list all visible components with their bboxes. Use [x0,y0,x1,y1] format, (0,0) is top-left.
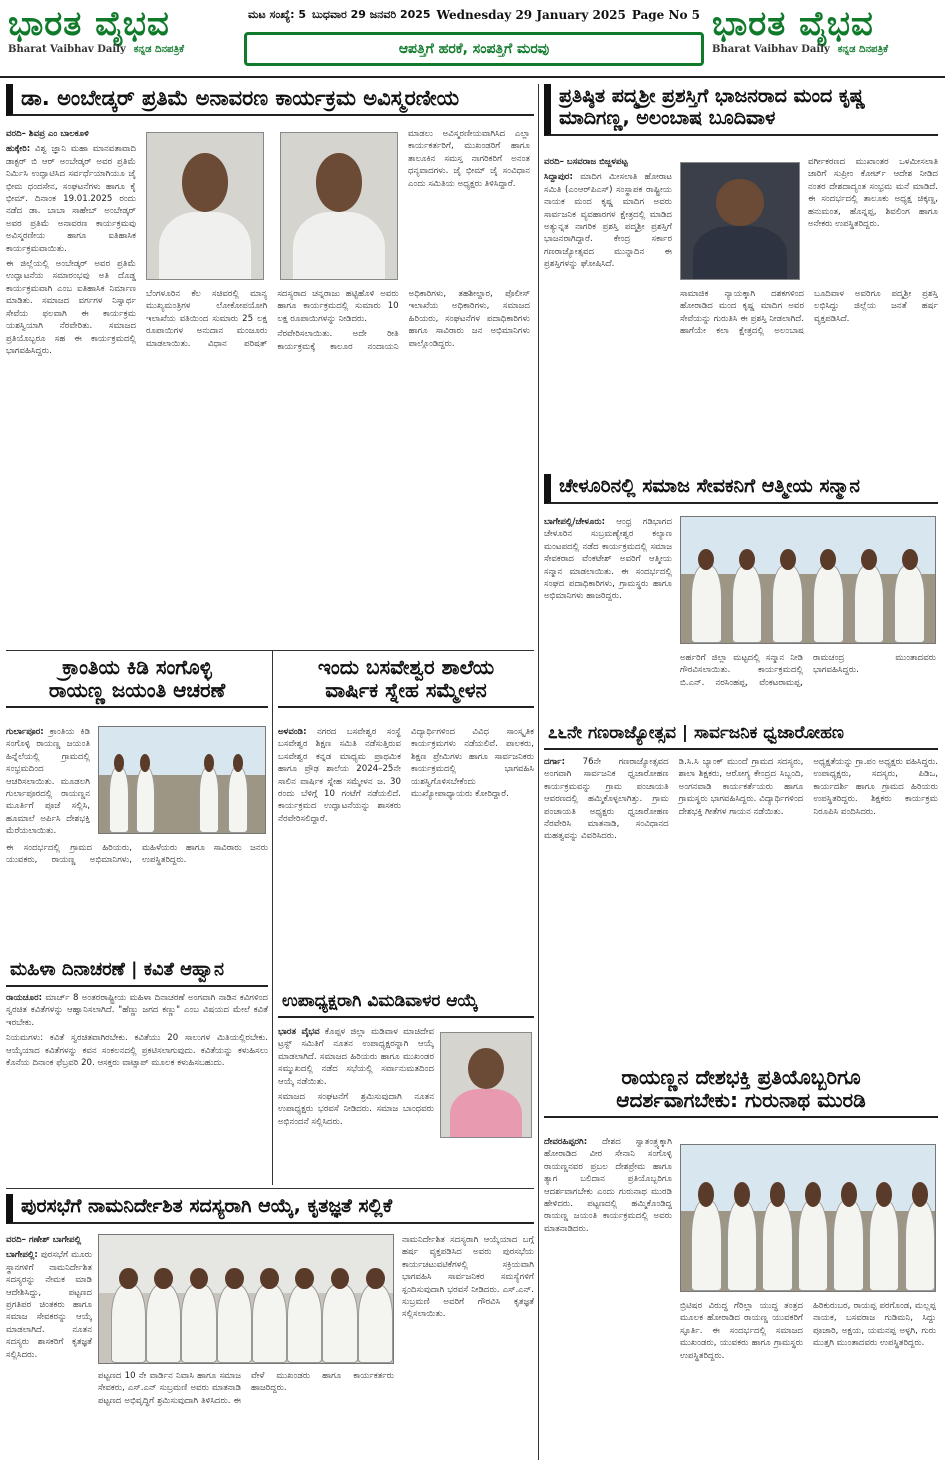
paragraph: ಅರ್ಹರಿಗೆ ಜಿಲ್ಲಾ ಮಟ್ಟದಲ್ಲಿ ಸನ್ಮಾನ ನೀಡಿ ಗೌರವಿಸಲಾಯಿತು. ಕಾರ್ಯಕ್ರಮದಲ್ಲಿ ಬಿ.ಎನ್. ನರಸಿಂಹಪ್ಪ, ವೆಂಕಟರಾಮಪ್ಪ, ರಾಮಚಂದ್ರ ಮುಂತಾದವರು ಭಾಗವಹಿಸಿದ್ದರು. [680,653,936,688]
paragraph: ವಿಶ್ವ ಜ್ಞಾನಿ ಮಹಾ ಮಾನವತಾವಾದಿ ಡಾಕ್ಟರ್ ಬಿ ಆರ್ ಅಂಬೇಡ್ಕರ್ ಅವರ ಪ್ರತಿಮೆ ನಿರ್ಮಿಸಿ ಉದ್ಘಾಟಿಸಿದ ಸರ್ವರ್ಧೆಯಾಗಿಯೂ ಜೈ ಭೀಮ ಧಂದಸೇನ, ಸಂಘಟನೆಗಳು ಹಾಗೂ ಕೈ ಭೀಮ್. ದಿನಾಂಕ 19.01.2025 ರಂದು ನಡೆದ ಡಾ. ಬಾಬಾ ಸಾಹೇಬ್ ಅಂಬೇಡ್ಕರ್ ಅವರ ಪ್ರತಿಮೆ ಅನಾವರಣ ಕಾರ್ಯಕ್ರಮವು ಅವಿಸ್ಮರಣೀಯ ಹಾಗೂ ಐತಿಹಾಸಿಕ ಕಾರ್ಯಕ್ರಮವಾಯಿತು. [6,144,137,254]
headline: ಪ್ರತಿಷ್ಠಿತ ಪದ್ಮಶ್ರೀ ಪ್ರಶಸ್ತಿಗೆ ಭಾಜನರಾದ ಮಂದ ಕೃಷ್ಣ ಮಾದಿಗಣ್ಣ, ಅಲಂಬಾಷ ಬೂದಿವಾಳ [544,84,938,136]
portrait-photo [680,162,800,280]
column-divider [538,84,539,744]
headline: ಪುರಸಭೆಗೆ ನಾಮನಿರ್ದೇಶಿತ ಸದಸ್ಯರಾಗಿ ಆಯ್ಕೆ, ಕೃತಜ್ಞತೆ ಸಲ್ಲಿಕೆ [6,1194,534,1224]
article-body [408,128,530,284]
column-divider [272,650,273,1185]
event-photo [680,1144,936,1292]
article-body [6,1234,92,1456]
column-divider [538,660,539,1460]
article-sangolli [6,656,268,952]
place: ಹುಕ್ಕೇರಿ: [6,144,31,155]
logo-left [8,2,233,74]
paragraph: ಪುರಸಭೆಗೆ ಮೂರು ಸ್ಥಾನಗಳಿಗೆ ನಾಮನಿರ್ದೇಶಿತ ಸದಸ್ಯರನ್ನು ನೇಮಕ ಮಾಡಿ ಆದೇಶಿಸಿದ್ದು, ಪಟ್ಟಣದ ಪ್ರಗತಿಪರ ಚಿಂತಕರು ಹಾಗೂ ಸಮಾಜ ಸೇವಕರನ್ನು ಆಯ್ಕೆ ಮಾಡಲಾಗಿದೆ. ನೂತನ ಸದಸ್ಯರು ಶಾಸಕರಿಗೆ ಕೃತಜ್ಞತೆ ಸಲ್ಲಿಸಿದರು. [6,1250,93,1360]
article-body [402,1234,534,1456]
logo-tagline: ಕನ್ನಡ ದಿನಪತ್ರಿಕೆ [133,44,185,55]
article-body [680,1300,936,1456]
article-padmashri [544,84,938,468]
paragraph: ವಿದ್ಯಾರ್ಥಿಗಳಿಂದ ವಿವಿಧ ಸಾಂಸ್ಕೃತಿಕ ಕಾರ್ಯಕ್ರಮಗಳು ನಡೆಯಲಿವೆ. ಪಾಲಕರು, ಶಿಕ್ಷಣ ಪ್ರೇಮಿಗಳು ಹಾಗೂ ಸಾರ್ವಜನಿಕರು ಕಾರ್ಯಕ್ರಮದಲ್ಲಿ ಭಾಗವಹಿಸಿ ಯಶಸ್ವಿಗೊಳಿಸಬೇಕೆಂದು ಮುಖ್ಯೋಪಾಧ್ಯಾಯರು ಕೋರಿದ್ದಾರೆ. [411,727,534,800]
article-ambedkar [6,84,534,646]
article-body [680,288,938,466]
issue-info [244,6,704,24]
date-kannada: ಬುಧವಾರ 29 ಜನವರಿ 2025 [311,8,431,21]
event-photo [680,516,936,644]
paragraph: ವರ್ಗೀಕರಣದ ಮುಖಾಂತರ ಒಳಮೀಸಲಾತಿ ಜಾರಿಗೆ ಸುಪ್ರೀಂ ಕೋರ್ಟ್ ಆದೇಶ ನೀಡಿದ ನಂತರ ದೇಶದಾದ್ಯಂತ ಸಂಭ್ರಮ ಮನೆ ಮಾಡಿದೆ. ಈ ಸಂದರ್ಭದಲ್ಲಿ ತಾಲೂಕು ಅಧ್ಯಕ್ಷ ಚಿಕ್ಕಣ್ಣ, ಹನುಮಂತ, ಹೊನ್ನಪ್ಪ, ಶಿವಲಿಂಗ ಹಾಗೂ ಅನೇಕರು ಉಪಸ್ಥಿತರಿದ್ದರು. [808,157,938,230]
event-photo [98,726,266,834]
article-body [680,652,936,710]
paragraph: ಕ್ರಾಂತಿಯ ಕಿಡಿ ಸಂಗೊಳ್ಳಿ ರಾಯಣ್ಣ ಜಯಂತಿ ಹಿನ್ನೆಲೆಯಲ್ಲಿ ಗ್ರಾಮದಲ್ಲಿ ಸಂಭ್ರಮದಿಂದ ಆಚರಿಸಲಾಯಿತು. ಮೂಡಲಗಿ ಗುರ್ಲಾಪೂರದಲ್ಲಿ ರಾಯಣ್ಣನ ಮೂರ್ತಿಗೆ ಪೂಜೆ ಸಲ್ಲಿಸಿ, ಹೂಮಾಲೆ ಅರ್ಪಿಸಿ ದೇಶಭಕ್ತಿ ಮೆರೆಯಲಾಯಿತು. [6,727,90,837]
paragraph: ಕೊಪ್ಪಳ ಜಿಲ್ಲಾ ಮಡಿವಾಳ ಮಾಚಿದೇವ ಟ್ರಸ್ಟ್ ಸಮಿತಿಗೆ ನೂತನ ಉಪಾಧ್ಯಕ್ಷರನ್ನಾಗಿ ಆಯ್ಕೆ ಮಾಡಲಾಗಿದೆ. ಸಮಾಜದ ಹಿರಿಯರು ಹಾಗೂ ಮುಖಂಡರ ಸಮ್ಮುಖದಲ್ಲಿ ನಡೆದ ಸಭೆಯಲ್ಲಿ ಸರ್ವಾನುಮತದಿಂದ ಆಯ್ಕೆ ನಡೆಯಿತು. [278,1027,434,1087]
article-body [6,842,268,950]
masthead [0,0,945,78]
paragraph: ಮಾದಿಗ ಮೀಸಲಾತಿ ಹೋರಾಟ ಸಮಿತಿ (ಎಂಆರ್‌ಪಿಎಸ್) ಸಂಸ್ಥಾಪಕ ರಾಷ್ಟ್ರೀಯ ನಾಯಕ ಮಂದ ಕೃಷ್ಣ ಮಾದಿಗ ಅವರು ಸಾರ್ವಜನಿಕ ವ್ಯವಹಾರಗಳ ಕ್ಷೇತ್ರದಲ್ಲಿ ಮಾಡಿದ ಅತ್ಯುನ್ನತ ನಾಗರಿಕ ಪ್ರಶಸ್ತಿ ಪದ್ಮಶ್ರೀ ಪ್ರಶಸ್ತಿಗೆ ಭಾಜನರಾಗಿದ್ದಾರೆ. ಕೇಂದ್ರ ಸರ್ಕಾರ ಗಣರಾಜ್ಯೋತ್ಸವದ ಮುನ್ನಾದಿನ ಈ ಪ್ರಶಸ್ತಿಗಳನ್ನು ಘೋಷಿಸಿದೆ. [544,172,673,270]
place: ದರ್ಗಾ: [544,757,566,767]
article-upadhyaksha [278,990,534,1184]
headline: ಚೇಳೂರಿನಲ್ಲಿ ಸಮಾಜ ಸೇವಕನಿಗೆ ಆತ್ಮೀಯ ಸನ್ಮಾನ [544,474,938,504]
paragraph: ಮಾಡಲು ಅವಿಸ್ಮರಣೀಯವಾಗಿಸಿದ ಎಲ್ಲಾ ಕಾರ್ಯಕರ್ತರಿಗೆ, ಮುಖಂಡರಿಗೆ ಹಾಗೂ ತಾಲೂಕಿನ ಸಮಸ್ತ ನಾಗರಿಕರಿಗೆ ಅನಂತ ಧನ್ಯವಾದಗಳು. ಜೈ ಭೀಮ್ ಜೈ ಸಂವಿಧಾನ ಎಂದು ಸಮಿತಿಯ ಅಧ್ಯಕ್ಷರು ತಿಳಿಸಿದ್ದಾರೆ. [408,129,530,189]
article-chelur [544,474,938,712]
paragraph: ಹಿರಿಕುರುಬರ, ರಾಯಪ್ಪ ಪರಗೊಂಡ, ಮಲ್ಲಪ್ಪ ನಾಯಕ, ಬಸವರಾಜ ಗುಡಿಮನಿ, ಸಿದ್ದು ಪೂಜಾರಿ, ಅಕ್ಷಯ, ಯಮನಪ್ಪ ಅಳ್ಳಗಿ, ಗುರು ಮುತ್ತಗಿ ಮುಂತಾದವರು ಉಪಸ್ಥಿತರಿದ್ದರು. [813,1301,936,1349]
headline-line-2: ಆದರ್ಶವಾಗಬೇಕು: ಗುರುನಾಥ ಮುರಡಿ [616,1088,866,1112]
paragraph: ದೇಶದ ಸ್ವಾತಂತ್ರ್ಯಕ್ಕಾಗಿ ಹೋರಾಡಿದ ವೀರ ಸೇನಾನಿ ಸಂಗೊಳ್ಳಿ ರಾಯಣ್ಣನವರ ಪ್ರಬಲ ದೇಶಪ್ರೇಮ ಹಾಗೂ ತ್ಯಾಗ ಬಲಿದಾನ ಪ್ರತಿಯೊಬ್ಬರಿಗೂ ಆದರ್ಶವಾಗಬೇಕು ಎಂದು ಗುರುನಾಥ ಮುರಡಿ ಹೇಳಿದರು. ಪಟ್ಟಣದಲ್ಲಿ ಹಮ್ಮಿಕೊಂಡಿದ್ದ ರಾಯಣ್ಣ ಜಯಂತಿ ಕಾರ್ಯಕ್ರಮದಲ್ಲಿ ಅವರು ಮಾತನಾಡಿದರು. [544,1137,672,1234]
row-divider [6,1188,534,1189]
headline-line-1: ಇಂದು ಬಸವೇಶ್ವರ ಶಾಲೆಯ [317,656,495,679]
place: ಅಳವಂಡಿ: [278,727,307,737]
paragraph: ಈ ಸಂದರ್ಭದಲ್ಲಿ ಗ್ರಾಮದ ಹಿರಿಯರು, ಯುವಕರು, ರಾಯಣ್ಣ ಅಭಿಮಾನಿಗಳು, ಮಹಿಳೆಯರು ಹಾಗೂ ಸಾವಿರಾರು ಜನರು ಉಪಸ್ಥಿತರಿದ್ದರು. [6,843,268,866]
headline [6,656,268,708]
paragraph: ಸಮಾಜದ ಸಂಘಟನೆಗೆ ಶ್ರಮಿಸುವುದಾಗಿ ನೂತನ ಉಪಾಧ್ಯಕ್ಷರು ಭರವಸೆ ನೀಡಿದರು. ಸಮಾಜ ಬಾಂಧವರು ಅಭಿನಂದನೆ ಸಲ್ಲಿಸಿದರು. [278,1092,434,1127]
article-body [808,156,938,282]
paragraph: ಬೆಂಗಳೂರಿನ ಕೆಲ ಸಚಿವರಲ್ಲಿ ಮಾನ್ಯ ಮುಖ್ಯಮಂತ್ರಿಗಳ ಲೋಕೋಪಯೋಗಿ ಇಲಾಖೆಯ ವತಿಯಿಂದ ಸುಮಾರು 25 ಲಕ್ಷ ರೂಪಾಯಿಗಳ ಅನುದಾನ ಮಂಜೂರು ಮಾಡಲಾಯಿತು. ವಿಧಾನ ಪರಿಷತ್ ಸದಸ್ಯರಾದ ಚನ್ನರಾಜು ಹಟ್ಟಿಹೊಳಿ ಅವರು ಹಾಗೂ ಕಾರ್ಯಕ್ರಮದಲ್ಲಿ ಸುಮಾರು 10 ಲಕ್ಷ ರೂಪಾಯಿಗಳನ್ನು ನೀಡಿದರು. [146,289,399,349]
page-number: Page No 5 [631,8,700,22]
place: ಭಾರತ ವೈಭವ [278,1027,320,1037]
article-body [146,288,530,644]
place: ಬಾಗೇಪಲ್ಲಿ: [6,1250,38,1261]
event-photo [98,1234,394,1364]
headline [544,1066,938,1118]
portrait-photo [440,1032,532,1138]
article-womens-day [6,958,268,1184]
article-body [278,726,534,950]
row-divider [6,650,534,651]
dateline: ವರದಿ– ಬಸವರಾಜ ಬಿಜ್ಜಳಪಟ್ಟ [544,157,628,167]
issue-number: ಮಟ ಸಂಖ್ಯೆ: 5 [248,8,307,21]
headline [278,656,534,708]
dateline: ವರದಿ– ಗಣೇಶ್ ಬಾಗೇಪಲ್ಲಿ [6,1235,82,1245]
paragraph: 76ನೇ ಗಣರಾಜ್ಯೋತ್ಸವದ ಅಂಗವಾಗಿ ಸಾರ್ವಜನಿಕ ಧ್ವಜಾರೋಹಣ ಕಾರ್ಯಕ್ರಮವನ್ನು ಗ್ರಾಮ ಪಂಚಾಯತಿ ಆವರಣದಲ್ಲಿ ಹಮ್ಮಿಕೊಳ್ಳಲಾಗಿತ್ತು. ಗ್ರಾಮ ಪಂಚಾಯತಿ ಅಧ್ಯಕ್ಷರು ಧ್ವಜಾರೋಹಣ ನೆರವೇರಿಸಿ ಮಾತನಾಡಿ, ಸಂವಿಧಾನದ ಮಹತ್ವವನ್ನು ವಿವರಿಸಿದರು. [544,757,669,842]
article-body [544,516,672,710]
masthead-center [244,6,704,72]
place: ಗುರ್ಲಾಪೂರ: [6,727,44,737]
paragraph: ಅಧ್ಯಕ್ಷತೆಯನ್ನು ಗ್ರಾ.ಪಂ ಅಧ್ಯಕ್ಷರು ವಹಿಸಿದ್ದರು. ಉಪಾಧ್ಯಕ್ಷರು, ಸದಸ್ಯರು, ಪಿಡಿಒ, ಕಾರ್ಯದರ್ಶಿ ಹಾಗೂ ಗ್ರಾಮದ ಹಿರಿಯರು ಉಪಸ್ಥಿತರಿದ್ದರು. ಶಿಕ್ಷಕರು ಕಾರ್ಯಕ್ರಮ ನಿರೂಪಿಸಿ ವಂದಿಸಿದರು. [813,757,938,817]
logo-right [712,2,937,74]
headline: ಡಾ. ಅಂಬೇಡ್ಕರ್ ಪ್ರತಿಮೆ ಅನಾವರಣ ಕಾರ್ಯಕ್ರಮ ಅವಿಸ್ಮರಣೀಯ [6,84,534,116]
headline-line-1: ರಾಯಣ್ಣನ ದೇಶಭಕ್ತಿ ಪ್ರತಿಯೊಬ್ಬರಿಗೂ [621,1066,861,1089]
article-republic-day [544,722,938,1058]
article-body [6,726,90,840]
place: ದೇವರಹಿಪ್ಪರಗಿ: [544,1137,588,1147]
article-body [6,992,268,1182]
paragraph: ಆಂಧ್ರ ಗಡಿಭಾಗದ ಚೇಳೂರಿನ ಸುಬ್ರಮಣ್ಯೇಶ್ವರ ಕಲ್ಯಾಣ ಮಂಟಪದಲ್ಲಿ ನಡೆದ ಕಾರ್ಯಕ್ರಮದಲ್ಲಿ ಸಮಾಜ ಸೇವಕರಾದ ವೆಂಕಟೇಶ್ ಅವರಿಗೆ ಆತ್ಮೀಯ ಸನ್ಮಾನ ಮಾಡಲಾಯಿತು. ಈ ಸಂದರ್ಭದಲ್ಲಿ ಸಂಘದ ಪದಾಧಿಕಾರಿಗಳು, ಗ್ರಾಮಸ್ಥರು ಹಾಗೂ ಅಭಿಮಾನಿಗಳು ಹಾಜರಿದ್ದರು. [544,517,672,602]
logo-english: Bharat Vaibhav Daily [8,44,126,55]
portrait-photo [146,132,264,280]
logo-tagline: ಕನ್ನಡ ದಿನಪತ್ರಿಕೆ [837,44,889,55]
portrait-photo [280,132,398,280]
logo-subtitle [8,44,233,55]
logo-title: ಭಾರತ ವೈಭವ [8,4,170,44]
place: ಬಾಗೇಪಲ್ಲಿ/ಚೇಳೂರು: [544,517,606,527]
paragraph: ಪಟ್ಟಣದ 10 ನೇ ವಾರ್ಡಿನ ನಿವಾಸಿ ಹಾಗೂ ಸಮಾಜ ಸೇವಕರು, ಎಸ್.ಎನ್ ಸುಬ್ರಮಣಿ ಅವರು ಮಾತನಾಡಿ ಪಟ್ಟಣದ ಅಭಿವೃದ್ಧಿಗೆ ಶ್ರಮಿಸುವುದಾಗಿ ತಿಳಿಸಿದರು. ಈ ವೇಳೆ ಮುಖಂಡರು ಹಾಗೂ ಕಾರ್ಯಕರ್ತರು ಹಾಜರಿದ್ದರು. [98,1371,394,1406]
article-basaveshwara [278,656,534,952]
headline-line-2: ರಾಯಣ್ಣ ಜಯಂತಿ ಆಚರಣೆ [48,678,226,702]
dateline: ವರದಿ– ಶಿವಪ್ರ ಎಂ ಬಾಲಕೂಳಿ [6,129,89,139]
paragraph: ನೆರವೇರಿಸಲಾಯಿತು. ಅದೇ ರೀತಿ ಕಾರ್ಯಕ್ರಮಕ್ಕೆ ಕಾಲೂರ ನಂದಾಯನಿ ಅಧಿಕಾರಿಗಳು, ತಹಶೀಲ್ದಾರ, ಪೊಲೀಸ್ ಇಲಾಖೆಯ ಅಧಿಕಾರಿಗಳು, ಸಮಾಜದ ಹಿರಿಯರು, ಸಂಘಟನೆಗಳ ಪದಾಧಿಕಾರಿಗಳು ಹಾಗೂ ಸಾವಿರಾರು ಜನ ಅಭಿಮಾನಿಗಳು ಪಾಲ್ಗೊಂಡಿದ್ದರು. [277,289,530,352]
paragraph: ಈ ಜಿಲ್ಲೆಯಲ್ಲಿ ಅಂಬೇಡ್ಕರ್ ಅವರ ಪ್ರತಿಮೆ ಉದ್ಘಾಟನೆಯ ಸಮಾರಂಭವು ಅತಿ ದೊಡ್ಡ ಕಾರ್ಯಕ್ರಮವಾಗಿ ಎಂಬ ಐತಿಹಾಸಿಕ ನಿರ್ಮಾಣ ಮಾಡಿತು. ಸಮಾಜದ ವರ್ಗಗಳ ನಿಸ್ವಾರ್ಥ ಸೇವೆಯ ಫಲವಾಗಿ ಈ ಕಾರ್ಯಕ್ರಮ ಯಶಸ್ವಿಯಾಗಿ ನೆರವೇರಿತು. ಸಮಾಜದ ಪ್ರತಿಯೊಬ್ಬರೂ ಸಹ ಈ ಕಾರ್ಯಕ್ರಮದಲ್ಲಿ ಭಾಗವಹಿಸಿದ್ದರು. [6,259,136,356]
logo-title: ಭಾರತ ವೈಭವ [712,4,874,44]
headline-line-2: ವಾರ್ಷಿಕ ಸ್ನೇಹ ಸಮ್ಮೇಳನ [325,678,487,702]
paragraph: ನಗರದ ಬಸವೇಶ್ವರ ಸಂಸ್ಥೆ ಬಸವೇಶ್ವರ ಶಿಕ್ಷಣ ಸಮಿತಿ ನಡೆಸುತ್ತಿರುವ ಬಸವೇಶ್ವರ ಕನ್ನಡ ಮಾಧ್ಯಮ ಪ್ರಾಥಮಿಕ ಹಾಗೂ ಪ್ರೌಢ ಶಾಲೆಯ 2024–25ನೇ ಸಾಲಿನ ವಾರ್ಷಿಕ ಸ್ನೇಹ ಸಮ್ಮೇಳನ ಜ. 30 ರಂದು ಬೆಳಿಗ್ಗೆ 10 ಗಂಟೆಗೆ ನಡೆಯಲಿದೆ. ಕಾರ್ಯಕ್ರಮದ ಉದ್ಘಾಟನೆಯನ್ನು ಶಾಸಕರು ನೆರವೇರಿಸಲಿದ್ದಾರೆ. [278,727,401,824]
paragraph: ಸಾಮಾಜಿಕ ನ್ಯಾಯಕ್ಕಾಗಿ ದಶಕಗಳಿಂದ ಹೋರಾಡಿದ ಮಂದ ಕೃಷ್ಣ ಮಾದಿಗ ಅವರ ಸೇವೆಯನ್ನು ಗುರುತಿಸಿ ಈ ಪ್ರಶಸ್ತಿ ನೀಡಲಾಗಿದೆ. ಹಾಗೆಯೇ ಕಲಾ ಕ್ಷೇತ್ರದಲ್ಲಿ ಅಲಂಬಾಷ ಬೂದಿವಾಳ ಅವರಿಗೂ ಪದ್ಮಶ್ರೀ ಪ್ರಶಸ್ತಿ ಲಭಿಸಿದ್ದು ಜಿಲ್ಲೆಯ ಜನತೆ ಹರ್ಷ ವ್ಯಕ್ತಪಡಿಸಿದೆ. [680,289,938,337]
date-english: Wednesday 29 January 2025 [436,8,626,22]
logo-subtitle [712,44,937,55]
paragraph: ಬ್ರಿಟಿಷರ ವಿರುದ್ಧ ಗೆರಿಲ್ಲಾ ಯುದ್ಧ ತಂತ್ರದ ಮೂಲಕ ಹೋರಾಡಿದ ರಾಯಣ್ಣ ಯುವಕರಿಗೆ ಸ್ಫೂರ್ತಿ. ಈ ಸಂದರ್ಭದಲ್ಲಿ ಸಮಾಜದ ಮುಖಂಡರು, ಯುವಕರು ಹಾಗೂ ಗ್ರಾಮಸ್ಥರು ಉಪಸ್ಥಿತರಿದ್ದರು. [680,1301,803,1361]
headline-line-1: ಕ್ರಾಂತಿಯ ಕಿಡಿ ಸಂಗೊಳ್ಳಿ [62,656,212,679]
paragraph: ನಾಮನಿರ್ದೇಶಿತ ಸದಸ್ಯರಾಗಿ ಆಯ್ಕೆಯಾದ ಬಗ್ಗೆ ಹರ್ಷ ವ್ಯಕ್ತಪಡಿಸಿದ ಅವರು ಪುರಸಭೆಯ ಕಾರ್ಯಚಟುವಟಿಕೆಗಳಲ್ಲಿ ಸಕ್ರಿಯವಾಗಿ ಭಾಗವಹಿಸಿ ಸಾರ್ವಜನಿಕರ ಸಮಸ್ಯೆಗಳಿಗೆ ಸ್ಪಂದಿಸುವುದಾಗಿ ಭರವಸೆ ನೀಡಿದರು. ಎಸ್.ಎನ್. ಸುಬ್ರಮಣಿ ಅವರಿಗೆ ಗೌರವಿಸಿ ಕೃತಜ್ಞತೆ ಸಲ್ಲಿಸಲಾಯಿತು. [402,1235,534,1320]
headline: ಉಪಾಧ್ಯಕ್ಷರಾಗಿ ವಿಮಡಿವಾಳರ ಆಯ್ಕೆ [278,990,534,1018]
paragraph: ನಿಯಮಗಳು: ಕವಿತೆ ಸ್ವರಚಿತವಾಗಿರಬೇಕು. ಕವಿತೆಯು 20 ಸಾಲುಗಳ ಮಿತಿಯಲ್ಲಿರಬೇಕು. ಆಯ್ಕೆಯಾದ ಕವಿತೆಗಳನ್ನು ಕವನ ಸಂಕಲನದಲ್ಲಿ ಪ್ರಕಟಿಸಲಾಗುವುದು. ಕವಿತೆಯನ್ನು ಕಳುಹಿಸಲು ಕೊನೆಯ ದಿನಾಂಕ ಫೆಬ್ರವರಿ 20. ಆಸಕ್ತರು ವಾಟ್ಸಾಪ್ ಮೂಲಕ ಕಳುಹಿಸಬಹುದು. [6,1033,268,1069]
slogan-box: ಆಪತ್ತಿಗೆ ಹರಕೆ, ಸಂಪತ್ತಿಗೆ ಮರವು [244,32,704,66]
place: ರಾಯಚೂರ: [6,993,43,1003]
article-body [544,1136,672,1456]
place: ಸಿದ್ದಾಪುರ: [544,172,573,183]
article-body [98,1370,394,1456]
headline: ೭೬ನೇ ಗಣರಾಜ್ಯೋತ್ಸವ | ಸಾರ್ವಜನಿಕ ಧ್ವಜಾರೋಹಣ [544,722,938,750]
article-body [544,156,672,466]
article-purasabhe [6,1194,534,1458]
headline: ಮಹಿಳಾ ದಿನಾಚರಣೆ | ಕವಿತೆ ಆಹ್ವಾನ [6,958,268,987]
paragraph: ಡಿ.ಸಿ.ಸಿ ಬ್ಯಾಂಕ್ ಮುಂದೆ ಗ್ರಾಮದ ಸದಸ್ಯರು, ಶಾಲಾ ಶಿಕ್ಷಕರು, ಆರೋಗ್ಯ ಕೇಂದ್ರದ ಸಿಬ್ಬಂದಿ, ಅಂಗನವಾಡಿ ಕಾರ್ಯಕರ್ತೆಯರು ಹಾಗೂ ಗ್ರಾಮಸ್ಥರು ಭಾಗವಹಿಸಿದ್ದರು. ವಿದ್ಯಾರ್ಥಿಗಳಿಂದ ದೇಶಭಕ್ತಿ ಗೀತೆಗಳ ಗಾಯನ ನಡೆಯಿತು. [678,757,804,817]
article-body [544,756,938,1056]
paragraph: ಮಾರ್ಚ್ 8 ಅಂತರರಾಷ್ಟ್ರೀಯ ಮಹಿಳಾ ದಿನಾಚರಣೆ ಅಂಗವಾಗಿ ನಾಡಿನ ಕವಿಗಳಿಂದ ಸ್ವರಚಿತ ಕವಿತೆಗಳನ್ನು ಆಹ್ವಾನಿಸಲಾಗಿದೆ. "ಹೆಣ್ಣು ಜಗದ ಕಣ್ಣು" ಎಂಬ ವಿಷಯದ ಮೇಲೆ ಕವಿತೆ ಇರಬೇಕು. [6,993,268,1028]
article-rayanna [544,1066,938,1458]
article-body [278,1026,434,1182]
logo-english: Bharat Vaibhav Daily [712,44,830,55]
article-body [6,128,136,644]
